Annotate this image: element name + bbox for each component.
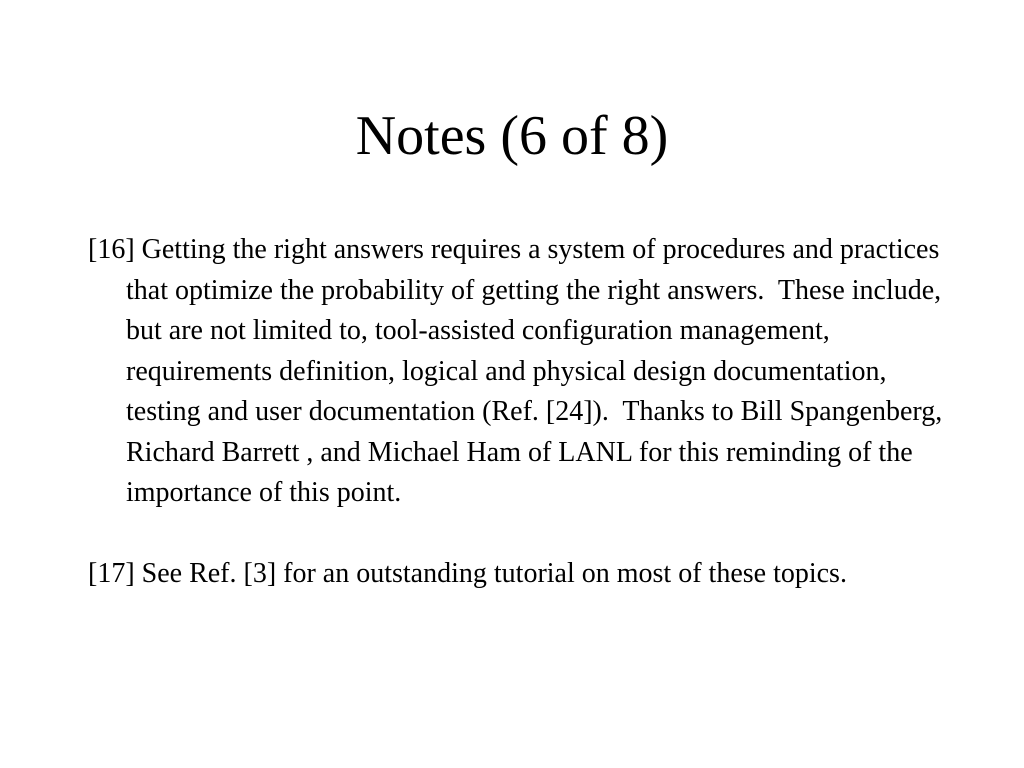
note-16: [16] Getting the right answers requires a system of procedures and practices that optimize the probability of getting the right answers. These include, but are not limited to, tool-assisted configuration management, requirements definition, logical and physical design documentation, testing and user documentation (Ref. [24]). Thanks to Bill Spangenberg, Richard Barrett , and Michael Ham of LANL for this reminding of the importance of this point.: [88, 234, 950, 508]
notes-list: [88, 230, 948, 634]
note-17: [17] See Ref. [3] for an outstanding tutorial on most of these topics.: [88, 557, 847, 589]
slide-title: Notes (6 of 8): [355, 105, 669, 167]
